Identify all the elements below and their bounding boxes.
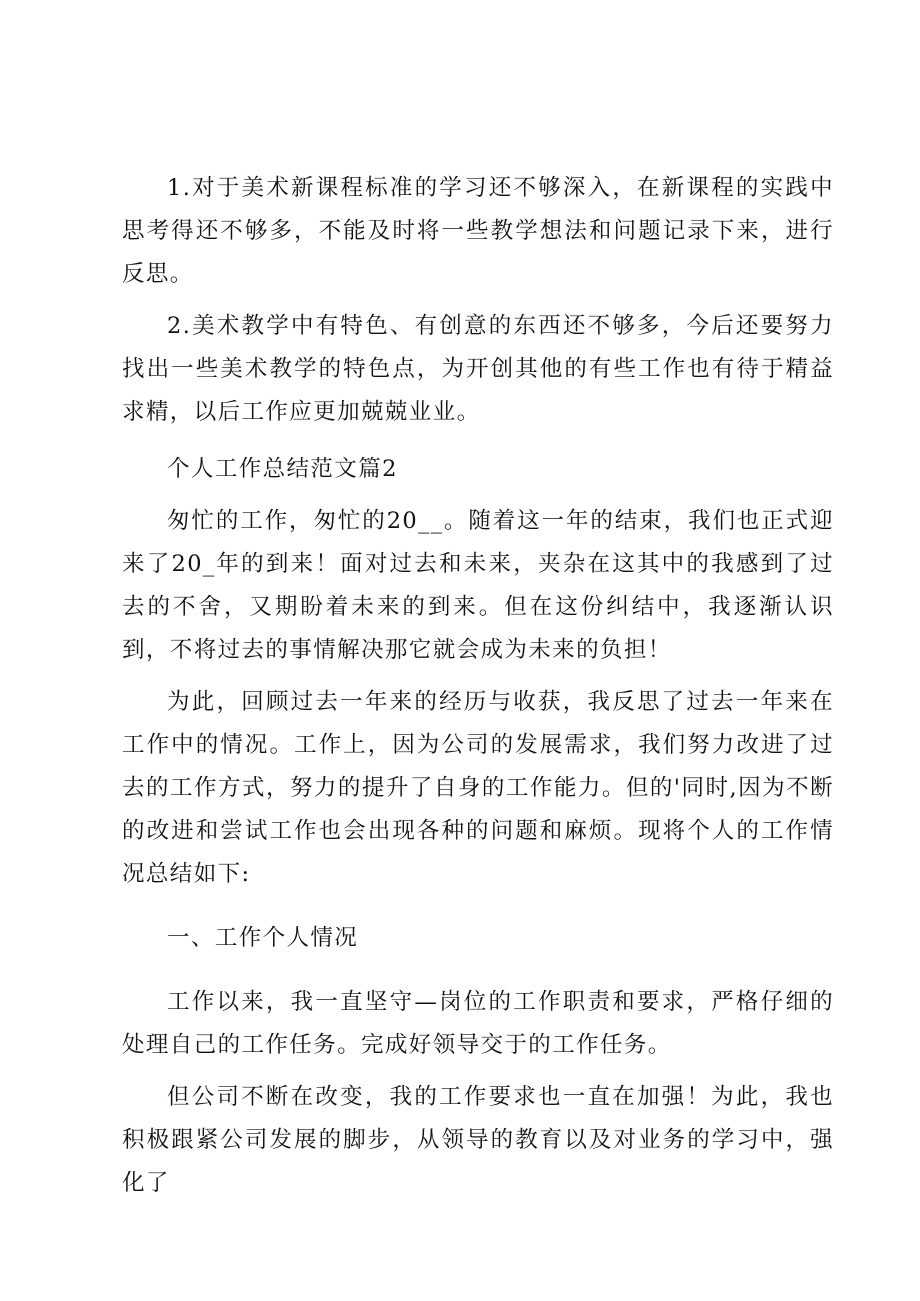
paragraph-intro: 匆忙的工作，匆忙的20__。随着这一年的结束，我们也正式迎来了20_年的到来！面对过去和未来，夹杂在这其中的我感到了过去的不舍，又期盼着未来的到来。但在这份纠结中，我逐渐认识到，不将过去的事情解决那它就会成为未来的负担！ [122,508,834,663]
section-title: 个人工作总结范文篇2 [167,456,398,482]
paragraph-reflection-1: 1.对于美术新课程标准的学习还不够深入，在新课程的实践中思考得还不够多，不能及时将一些教学想法和问题记录下来，进行反思。 [122,175,834,287]
paragraph-improvement: 但公司不断在改变，我的工作要求也一直在加强！为此，我也积极跟紧公司发展的脚步，从领导的教育以及对业务的学习中，强化了 [122,1084,834,1196]
paragraph-duties: 工作以来，我一直坚守—岗位的工作职责和要求，严格仔细的处理自己的工作任务。完成好领导交于的工作任务。 [122,989,834,1058]
paragraph-reflection-2: 2.美术教学中有特色、有创意的东西还不够多，今后还要努力找出一些美术教学的特色点，为开创其他的有些工作也有待于精益求精，以后工作应更加兢兢业业。 [122,313,834,425]
subsection-heading: 一、工作个人情况 [167,925,359,951]
paragraph-review: 为此，回顾过去一年来的经历与收获，我反思了过去一年来在工作中的情况。工作上，因为公司的发展需求，我们努力改进了过去的工作方式，努力的提升了自身的工作能力。但的'同时,因为不断的改进和尝试工作也会出现各种的问题和麻烦。现将个人的工作情况总结如下: [122,689,834,887]
document-body [122,167,834,1205]
